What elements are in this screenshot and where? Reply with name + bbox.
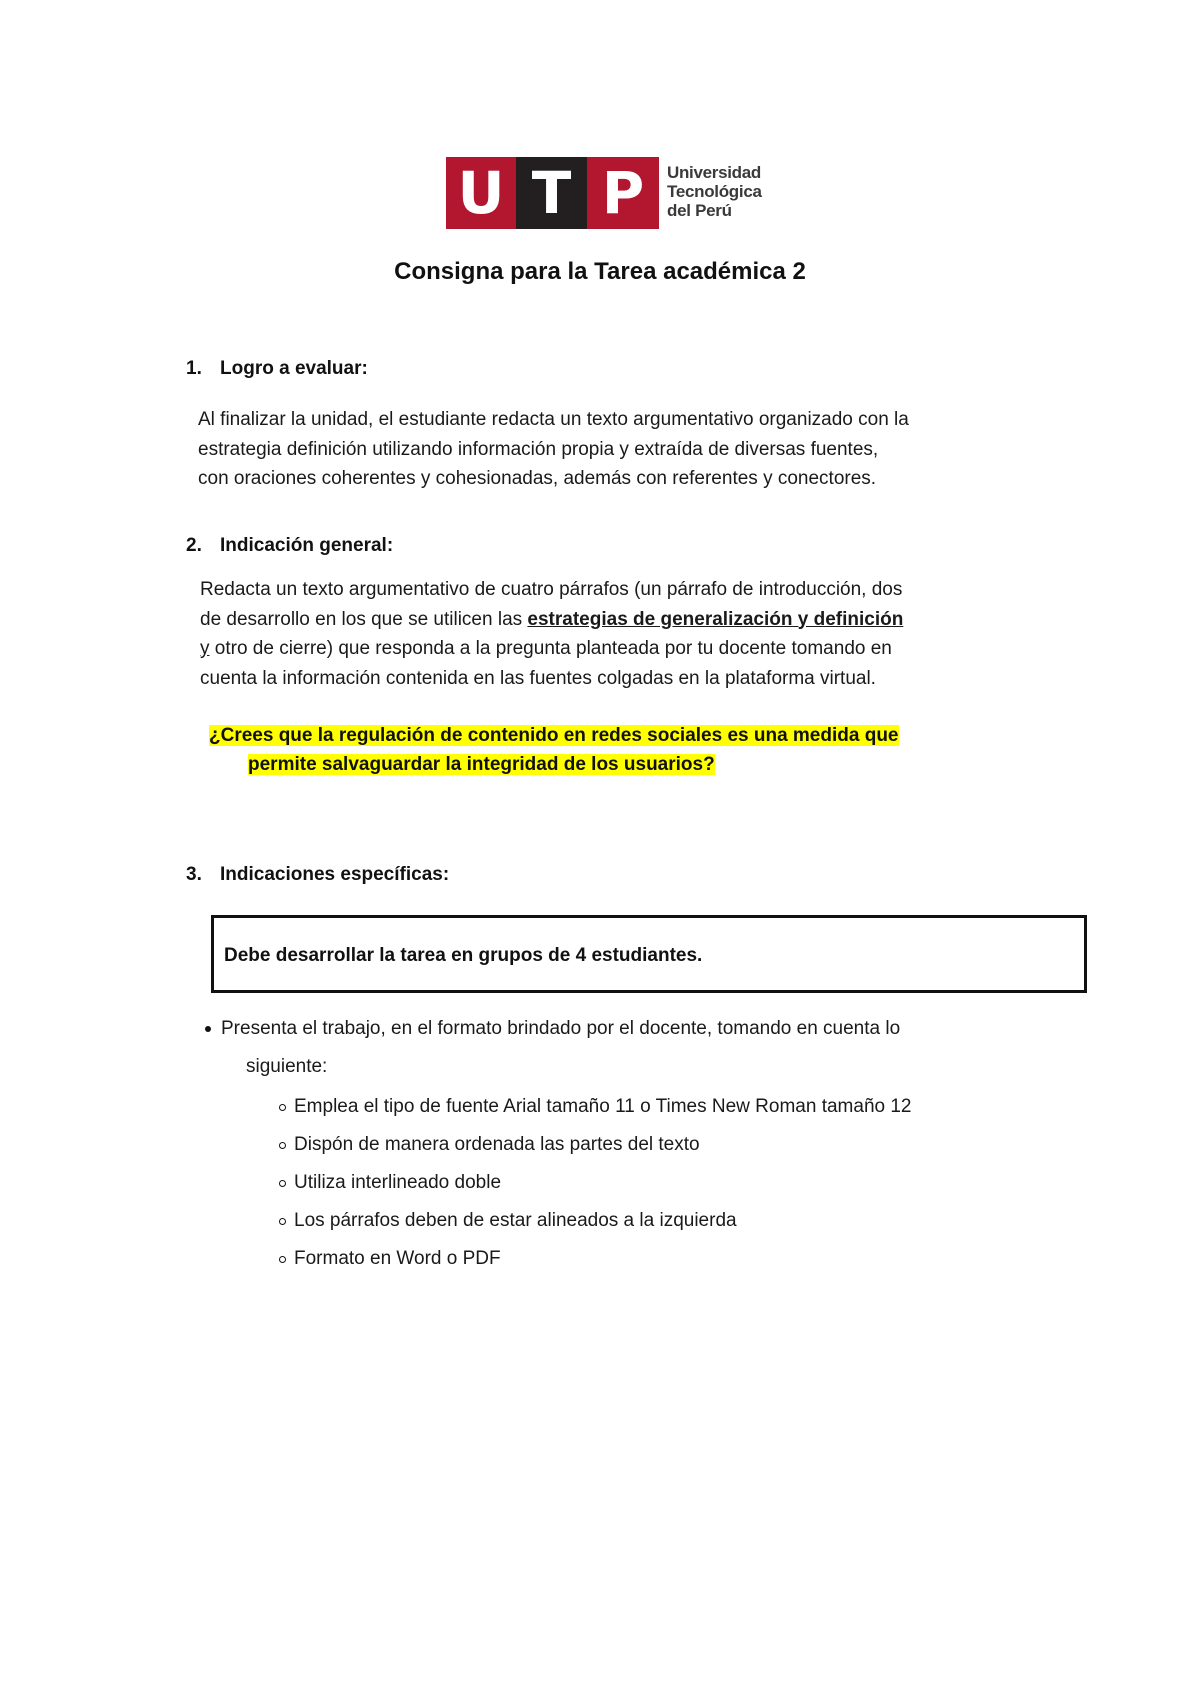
section-title: Logro a evaluar: xyxy=(220,358,368,379)
logo-letter-p: P xyxy=(587,157,659,229)
paragraph-line: Al finalizar la unidad, el estudiante redacta un texto argumentativo organizado con la xyxy=(198,409,909,430)
logo-name-line: del Perú xyxy=(667,201,732,220)
paragraph-line xyxy=(200,605,903,635)
group-requirement-text: Debe desarrollar la tarea en grupos de 4 estudiantes. xyxy=(224,945,703,966)
circle-bullet-icon xyxy=(279,1142,286,1149)
section-body-logro xyxy=(198,405,909,494)
highlighted-text: ¿Crees que la regulación de contenido en redes sociales es una medida que xyxy=(209,725,899,746)
bullet-text: Presenta el trabajo, en el formato brindado por el docente, tomando en cuenta lo xyxy=(221,1018,901,1039)
bullet-presentation xyxy=(205,1010,900,1086)
question-line xyxy=(209,750,899,779)
list-item-text: Dispón de manera ordenada las partes del texto xyxy=(294,1134,700,1155)
bullet-line xyxy=(205,1010,900,1048)
section-title: Indicaciones específicas: xyxy=(220,864,450,885)
list-item xyxy=(279,1164,912,1202)
format-requirements-list xyxy=(279,1088,912,1278)
section-heading-indicaciones-especificas xyxy=(186,864,449,886)
underlined-conjunction: y xyxy=(200,638,210,659)
paragraph-text: otro de cierre) que responda a la pregunta planteada por tu docente tomando en xyxy=(209,638,892,659)
paragraph-line xyxy=(200,634,903,664)
question-line xyxy=(209,721,899,750)
section-title: Indicación general: xyxy=(220,535,394,556)
list-item xyxy=(279,1202,912,1240)
group-requirement-box xyxy=(211,915,1087,993)
logo-letter-u: U xyxy=(446,157,516,229)
paragraph-line: con oraciones coherentes y cohesionadas, además con referentes y conectores. xyxy=(198,468,877,489)
logo-name-line: Universidad xyxy=(667,163,762,182)
list-item-text: Los párrafos deben de estar alineados a la izquierda xyxy=(294,1210,737,1231)
section-number: 2. xyxy=(186,535,202,556)
section-heading-logro xyxy=(186,358,368,380)
document-title: Consigna para la Tarea académica 2 xyxy=(394,258,806,285)
circle-bullet-icon xyxy=(279,1104,286,1111)
paragraph-text: de desarrollo en los que se utilicen las xyxy=(200,608,528,630)
circle-bullet-icon xyxy=(279,1180,286,1187)
list-item xyxy=(279,1240,912,1278)
highlighted-text: permite salvaguardar la integridad de los usuarios? xyxy=(248,754,715,775)
list-item-text: Formato en Word o PDF xyxy=(294,1248,501,1269)
utp-logo xyxy=(446,157,766,229)
paragraph-line: cuenta la información contenida en las fuentes colgadas en la plataforma virtual. xyxy=(200,667,876,689)
section-number: 3. xyxy=(186,864,202,885)
list-item xyxy=(279,1088,912,1126)
section-body-indicacion-general xyxy=(200,575,903,693)
section-number: 1. xyxy=(186,358,202,379)
logo-name-line: Tecnológica xyxy=(667,182,762,201)
section-heading-indicacion-general xyxy=(186,535,393,557)
logo-university-name xyxy=(667,163,762,220)
paragraph-line: Redacta un texto argumentativo de cuatro párrafos (un párrafo de introducción, dos xyxy=(200,579,903,600)
circle-bullet-icon xyxy=(279,1256,286,1263)
list-item xyxy=(279,1126,912,1164)
circle-bullet-icon xyxy=(279,1218,286,1225)
emphasized-strategies-text: estrategias de generalización y definición xyxy=(527,608,904,630)
list-item-text: Utiliza interlineado doble xyxy=(294,1172,502,1193)
guiding-question xyxy=(209,721,899,779)
bullet-icon xyxy=(205,1026,211,1032)
paragraph-line: estrategia definición utilizando información propia y extraída de diversas fuentes, xyxy=(198,438,879,460)
logo-letter-t: T xyxy=(516,157,587,229)
list-item-text: Emplea el tipo de fuente Arial tamaño 11 o Times New Roman tamaño 12 xyxy=(294,1096,912,1117)
bullet-line: siguiente: xyxy=(246,1056,328,1077)
